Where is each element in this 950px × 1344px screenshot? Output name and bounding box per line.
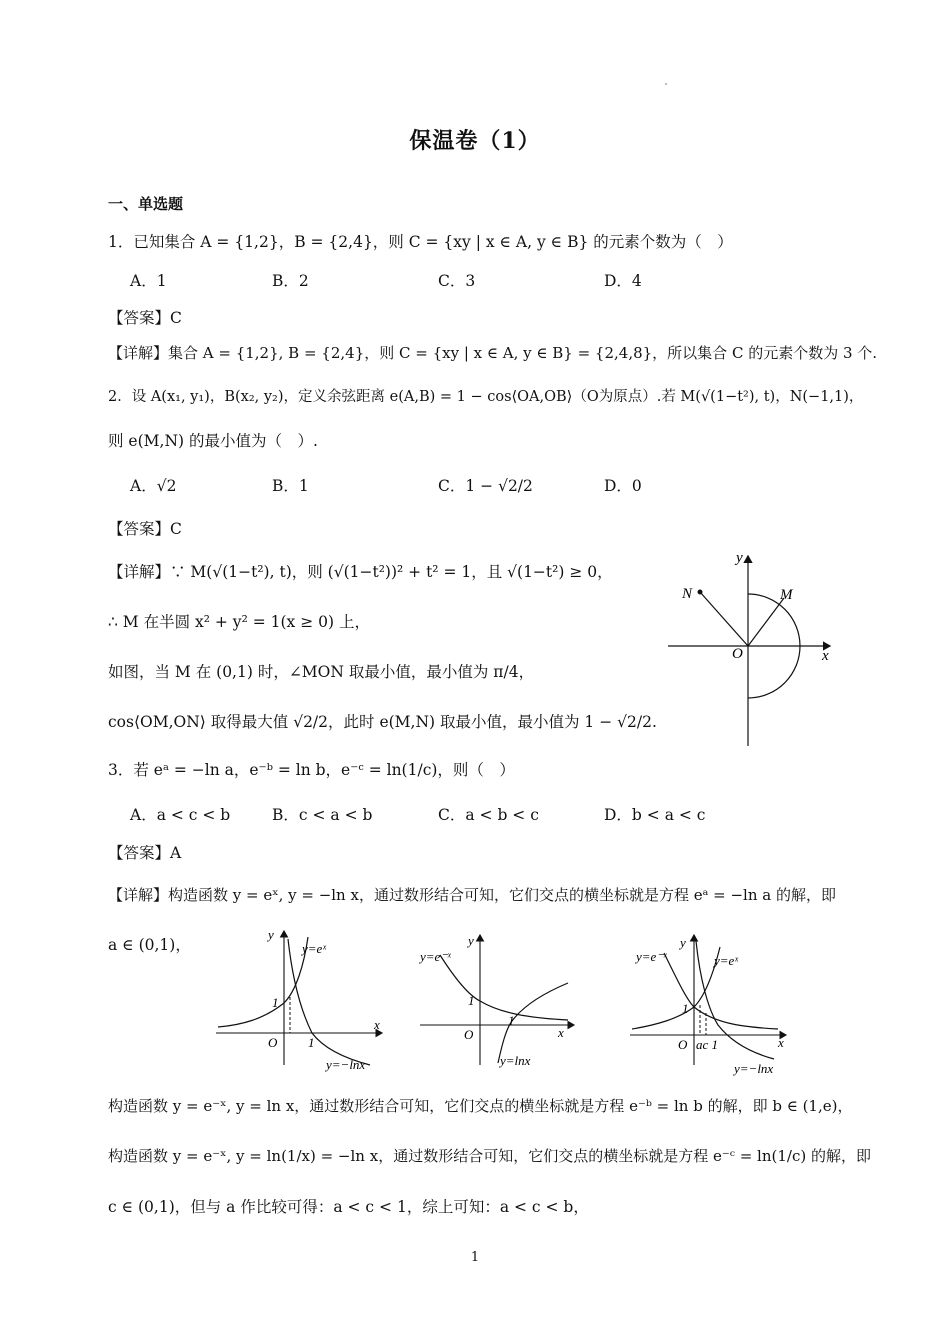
q2-option-d: D．0 xyxy=(604,477,642,495)
q3-graph-2 xyxy=(418,925,583,1080)
q3-stem: 3．若 eᵃ = −ln a，e⁻ᵇ = ln b，e⁻ᶜ = ln(1/c)，则（ ） xyxy=(108,761,515,779)
g3-label-x: x xyxy=(778,1035,784,1050)
q2-detail-line1: 【详解】∵ M(√(1−t²), t)，则 (√(1−t²))² + t² = 1，且 √(1−t²) ≥ 0， xyxy=(108,563,613,581)
q3-option-d: D．b < a < c xyxy=(604,806,706,824)
q3-detail-line4: 构造函数 y = e⁻ˣ, y = ln(1/x) = −ln x，通过数形结合可知，它们交点的横坐标就是方程 e⁻ᶜ = ln(1/c) 的解，即 xyxy=(108,1147,871,1165)
q2-point-n xyxy=(698,590,703,595)
section-heading: 一、单选题 xyxy=(108,195,184,213)
g3-label-1y: 1 xyxy=(682,1001,689,1016)
q2-detail-line2: ∴ M 在半圆 x² + y² = 1(x ≥ 0) 上， xyxy=(108,613,370,631)
g1-label-1x: 1 xyxy=(308,1035,315,1050)
q1-answer: 【答案】C xyxy=(108,309,182,327)
g1-curve-neglnx xyxy=(288,939,370,1065)
g3-label-ex: y=eˣ xyxy=(714,953,738,968)
q1-option-b: B．2 xyxy=(272,272,309,290)
q2-stem-line1: 2．设 A(x₁, y₁)，B(x₂, y₂)，定义余弦距离 e(A,B) = 1 − cos⟨OA,OB⟩（O为原点）.若 M(√(1−t²), t)，N(−1,1)， xyxy=(108,389,864,405)
q3-option-a: A．a < c < b xyxy=(130,806,231,824)
q2-detail-line4: cos⟨OM,ON⟩ 取得最大值 √2/2，此时 e(M,N) 取最小值，最小值为 1 − √2/2. xyxy=(108,713,657,731)
q2-label-x: x xyxy=(822,648,829,664)
q2-stem-line2: 则 e(M,N) 的最小值为（ ）. xyxy=(108,432,318,450)
q2-answer: 【答案】C xyxy=(108,520,182,538)
q2-option-b: B．1 xyxy=(272,477,309,495)
q3-option-c: C．a < b < c xyxy=(438,806,539,824)
g2-label-1y: 1 xyxy=(468,993,475,1008)
g3-label-ac1: ac 1 xyxy=(696,1037,719,1052)
g3-label-neglnx: y=−lnx xyxy=(734,1061,774,1076)
g2-curve-enx xyxy=(440,955,568,1020)
q1-stem: 1．已知集合 A = {1,2}，B = {2,4}，则 C = {xy | x ∈ A, y ∈ B} 的元素个数为（ ） xyxy=(108,233,733,251)
g1-label-neglnx: y=−lnx xyxy=(326,1057,366,1072)
q2-label-y: y xyxy=(736,550,743,566)
q3-answer: 【答案】A xyxy=(108,844,182,862)
g1-label-o: O xyxy=(268,1035,278,1050)
g1-label-ex: y=eˣ xyxy=(302,941,326,956)
q2-segment-om xyxy=(748,598,784,646)
g2-label-1x: 1 xyxy=(508,1013,515,1028)
g2-label-o: O xyxy=(464,1027,474,1042)
g3-label-o: O xyxy=(678,1037,688,1052)
scan-speck xyxy=(665,83,667,85)
g1-label-1y: 1 xyxy=(272,995,279,1010)
page-number: 1 xyxy=(470,1250,480,1265)
page-title: 保温卷（1） xyxy=(409,128,541,154)
g2-label-enx: y=e⁻ˣ xyxy=(420,949,451,964)
g2-label-lnx: y=lnx xyxy=(500,1053,531,1068)
g2-label-x: x xyxy=(558,1025,564,1040)
g3-label-y: y xyxy=(680,935,686,950)
q2-detail-line3: 如图，当 M 在 (0,1) 时，∠MON 取最小值，最小值为 π/4， xyxy=(108,663,535,681)
q3-detail-line2: a ∈ (0,1)， xyxy=(108,936,191,954)
q3-detail-line1: 【详解】构造函数 y = eˣ, y = −ln x，通过数形结合可知，它们交点的横坐标就是方程 eᵃ = −ln a 的解，即 xyxy=(108,886,836,904)
q3-detail-line5: c ∈ (0,1)，但与 a 作比较可得：a < c < 1，综上可知：a < c < b， xyxy=(108,1198,589,1216)
q2-label-n: N xyxy=(682,586,693,602)
q1-option-d: D．4 xyxy=(604,272,642,290)
q3-graph-3 xyxy=(628,925,798,1080)
q1-detail: 【详解】集合 A = {1,2}, B = {2,4}，则 C = {xy | x ∈ A, y ∈ B} = {2,4,8}，所以集合 C 的元素个数为 3 个. xyxy=(108,344,878,362)
g3-label-enx: y=e⁻ˣ xyxy=(636,949,667,964)
q3-detail-line3: 构造函数 y = e⁻ˣ, y = ln x，通过数形结合可知，它们交点的横坐标就是方程 e⁻ᵇ = ln b 的解，即 b ∈ (1,e)， xyxy=(108,1097,853,1115)
q2-label-m: M xyxy=(780,587,793,603)
g1-label-y: y xyxy=(268,927,274,942)
g1-label-x: x xyxy=(374,1017,380,1032)
q2-option-c: C．1 − √2/2 xyxy=(438,477,533,495)
q2-option-a: A．√2 xyxy=(130,477,177,495)
q1-option-a: A．1 xyxy=(130,272,167,290)
g2-label-y: y xyxy=(468,933,474,948)
q2-semicircle-figure xyxy=(668,548,838,748)
q2-label-o: O xyxy=(732,646,743,662)
q2-segment-on xyxy=(700,592,748,646)
q3-graph-1 xyxy=(212,925,392,1080)
q3-option-b: B．c < a < b xyxy=(272,806,373,824)
q1-option-c: C．3 xyxy=(438,272,476,290)
